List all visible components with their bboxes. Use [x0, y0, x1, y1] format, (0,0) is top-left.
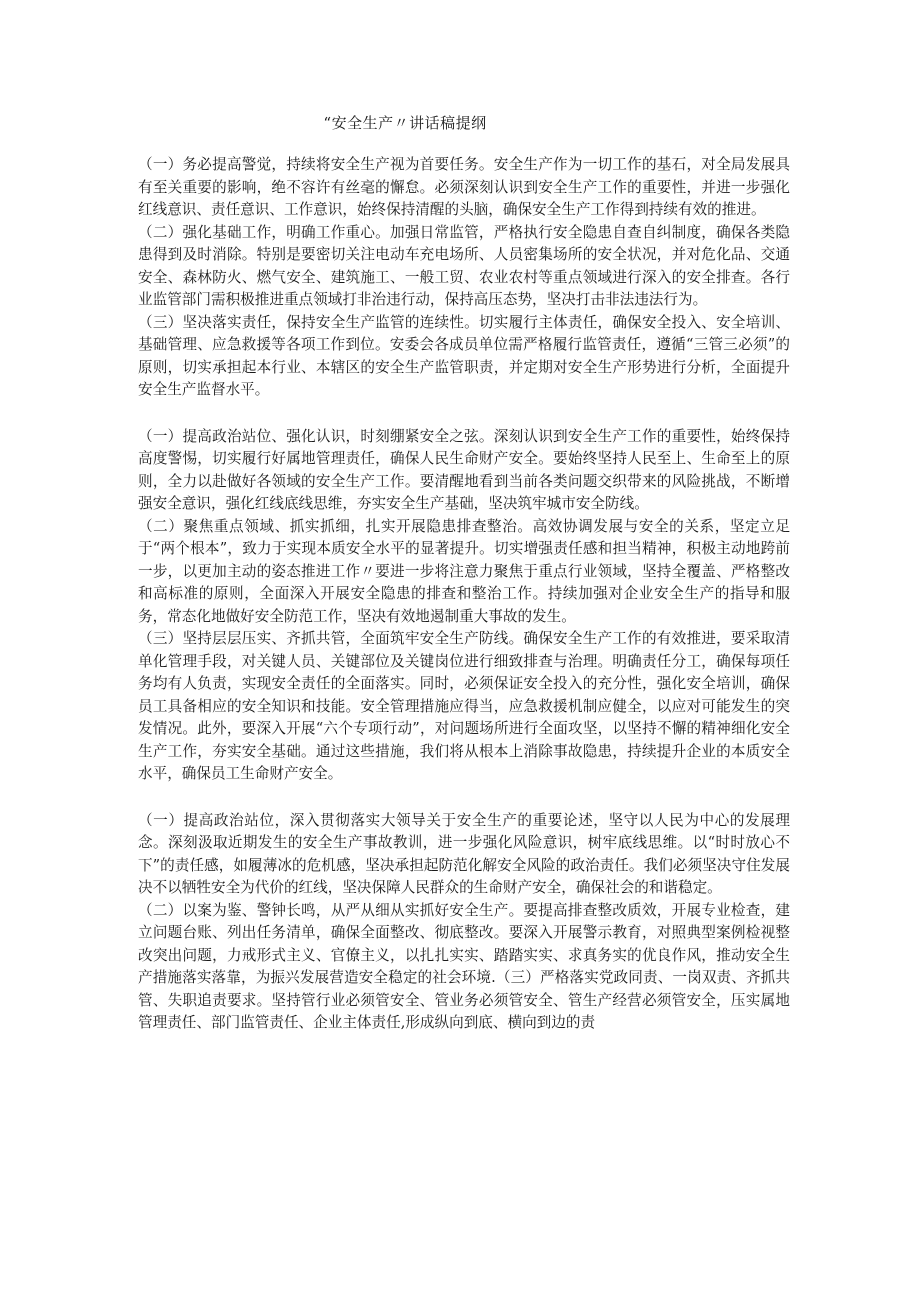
document-body: [138, 154, 790, 1035]
paragraph: （二）以案为鉴、警钟长鸣，从严从细从实抓好安全生产。要提高排查整改质效，开展专业检查，建立问题台账、列出任务清单，确保全面整改、彻底整改。要深入开展警示教育，对照典型案例检视整改突出问题，力戒形式主义、官僚主义，以扎扎实实、踏踏实实、求真务实的优良作风，推动安全生产措施落实落靠，为振兴发展营造安全稳定的社会环境.（三）严格落实党政同责、一岗双责、齐抓共管、失职追责要求。坚持管行业必须管安全、管业务必须管安全、管生产经营必须管安全，压实属地管理责任、部门监管责任、企业主体责任,形成纵向到底、横向到边的责: [138, 901, 790, 1031]
outline-section-1: [138, 154, 790, 402]
document-title: “安全生产〃讲话稿提纲: [323, 114, 487, 132]
paragraph: （一）提高政治站位、强化认识，时刻绷紧安全之弦。深刻认识到安全生产工作的重要性，始终保持高度警惕，切实履行好属地管理责任，确保人民生命财产安全。要始终坚持人民至上、生命至上的原则，全力以赴做好各领域的安全生产工作。要清醒地看到当前各类问题交织带来的风险挑战，不断增强安全意识，强化红线底线思维，夯实安全生产基础，坚决筑牢城市安全防线。: [138, 427, 790, 512]
paragraph: （三）坚持层层压实、齐抓共管，全面筑牢安全生产防线。确保安全生产工作的有效推进，要采取清单化管理手段，对关键人员、关键部位及关键岗位进行细致排查与治理。明确责任分工，确保每项任务均有人负责，实现安全责任的全面落实。同时，必须保证安全投入的充分性，强化安全培训，确保员工具备相应的安全知识和技能。安全管理措施应得当，应急救援机制应健全，以应对可能发生的突发情况。此外，要深入开展“六个专项行动”，对问题场所进行全面攻坚，以坚持不懈的精神细化安全生产工作，夯实安全基础。通过这些措施，我们将从根本上消除事故隐患，持续提升企业的本质安全水平，确保员工生命财产安全。: [138, 630, 790, 782]
outline-section-2: [138, 426, 790, 786]
paragraph: （二）聚焦重点领域、抓实抓细，扎实开展隐患排查整治。高效协调发展与安全的关系，坚定立足于“两个根本”，致力于实现本质安全水平的显著提升。切实增强责任感和担当精神，积极主动地跨前一步，以更加主动的姿态推进工作〃要进一步将注意力聚焦于重点行业领域，坚持全覆盖、严格整改和高标准的原则，全面深入开展安全隐患的排查和整治工作。持续加强对企业安全生产的指导和服务，常态化地做好安全防范工作，坚决有效地遏制重大事故的发生。: [138, 517, 790, 625]
paragraph: （二）强化基础工作，明确工作重心。加强日常监管，严格执行安全隐患自查自纠制度，确保各类隐患得到及时消除。特别是要密切关注电动车充电场所、人员密集场所的安全状况，并对危化品、交通安全、森林防火、燃气安全、建筑施工、一般工贸、农业农村等重点领域进行深入的安全排查。各行业监管部门需积极推进重点领域打非治违行动，保持高压态势，坚决打击非法违法行为。: [138, 223, 790, 308]
paragraph: （三）坚决落实责任，保持安全生产监管的连续性。切实履行主体责任，确保安全投入、安全培训、基础管理、应急救援等各项工作到位。安委会各成员单位需严格履行监管责任，遵循“三管三必须”的原则，切实承担起本行业、本辖区的安全生产监管职责，并定期对安全生产形势进行分析，全面提升安全生产监督水平。: [138, 313, 790, 398]
outline-section-3: [138, 810, 790, 1035]
paragraph: （一）务必提高警觉，持续将安全生产视为首要任务。安全生产作为一切工作的基石，对全局发展具有至关重要的影响，绝不容许有丝毫的懈怠。必须深刻认识到安全生产工作的重要性，并进一步强化红线意识、责任意识、工作意识，始终保持清醒的头脑，确保安全生产工作得到持续有效的推进。: [138, 156, 790, 218]
paragraph: （一）提高政治站位，深入贯彻落实大领导关于安全生产的重要论述，坚守以人民为中心的发展理念。深刻汲取近期发生的安全生产事故教训，进一步强化风险意识，树牢底线思维。以“时时放心不下”的责任感，如履薄冰的危机感，坚决承担起防范化解安全风险的政治责任。我们必须坚决守住发展决不以牺牲安全为代价的红线，坚决保障人民群众的生命财产安全，确保社会的和谐稳定。: [138, 811, 790, 896]
